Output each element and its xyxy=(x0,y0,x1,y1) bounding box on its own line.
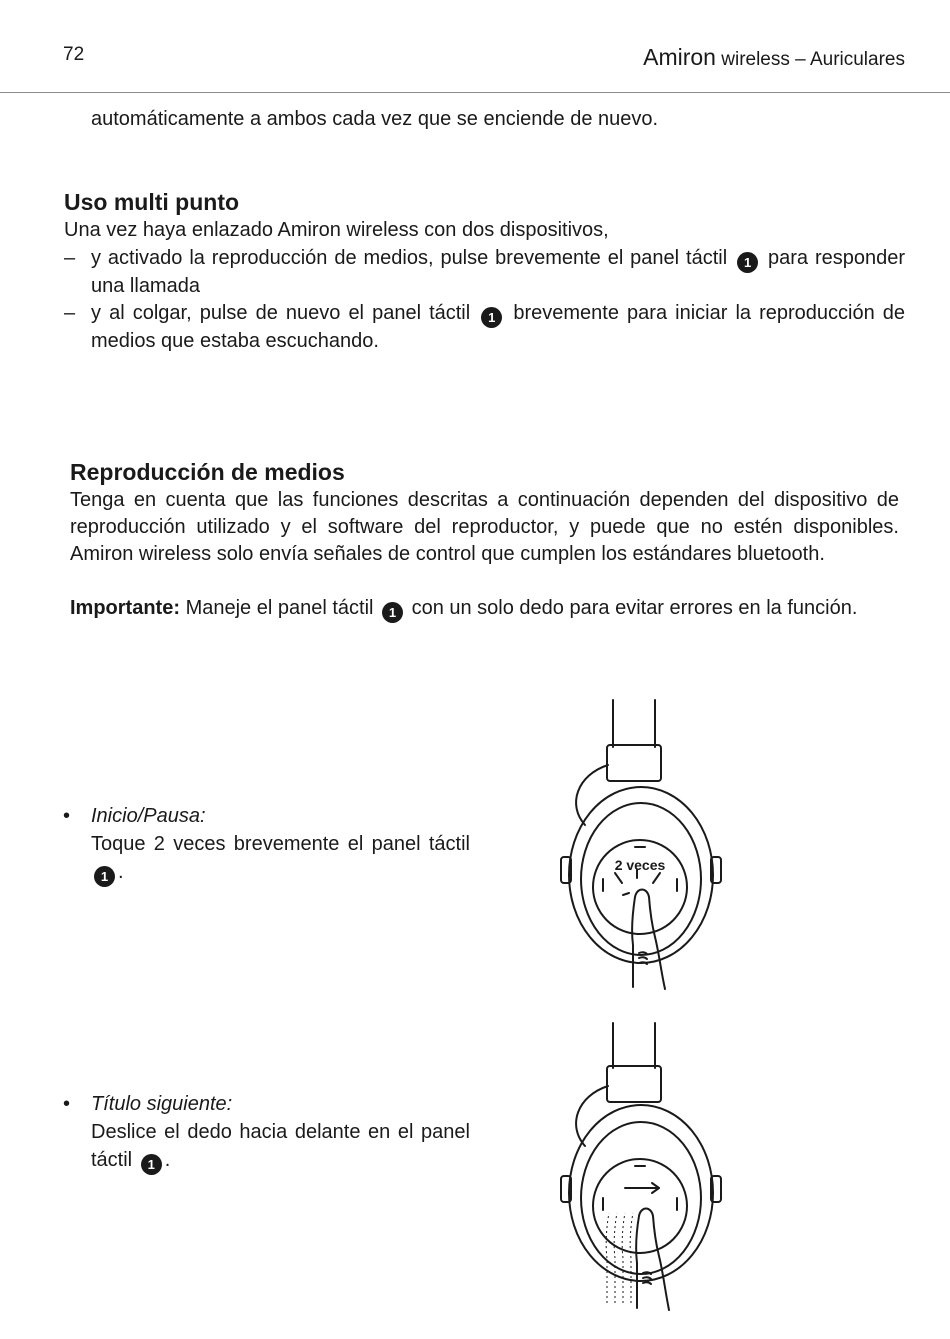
illustration-label: 2 veces xyxy=(614,857,666,873)
dash-marker: – xyxy=(64,302,76,324)
control-title: Título siguiente: xyxy=(91,1093,233,1115)
header-rule xyxy=(0,92,950,93)
important-note xyxy=(70,595,910,623)
important-text-after: con un solo dedo para evitar errores en la función. xyxy=(411,597,858,619)
multipoint-item-text-after: para responder una llamada xyxy=(91,247,906,297)
panel-badge: 1 xyxy=(737,252,758,273)
control-text xyxy=(91,830,470,887)
panel-badge: 1 xyxy=(481,307,502,328)
running-head-subtitle: wireless – Auriculares xyxy=(721,49,905,70)
headphone-tap-illustration xyxy=(555,695,735,995)
control-text xyxy=(91,1118,470,1175)
panel-badge: 1 xyxy=(141,1154,162,1175)
important-label: Importante: xyxy=(70,597,180,619)
multipoint-item-text-after: brevemente para iniciar la reproducción de medios que estaba escuchando. xyxy=(91,302,906,352)
multipoint-heading: Uso multi punto xyxy=(64,189,240,215)
multipoint-item-text-before: y activado la reproducción de medios, pulse brevemente el panel táctil xyxy=(91,247,728,269)
headphone-swipe-illustration xyxy=(555,1018,735,1318)
control-title: Inicio/Pausa: xyxy=(91,805,206,827)
control-text-before: Toque 2 veces brevemente el panel táctil xyxy=(91,833,470,855)
panel-badge: 1 xyxy=(382,602,403,623)
panel-badge: 1 xyxy=(94,866,115,887)
control-text-after: . xyxy=(164,1149,171,1171)
control-text-before: Deslice el dedo hacia delante en el panel táctil xyxy=(91,1121,470,1171)
media-paragraph: Tenga en cuenta que las funciones descritas a continuación dependen del dispositivo de reproducción utilizado y el software del reproductor, y puede que no estén disponibles. Amiron wireless solo envía señales de control que cumplen los estándares bluetooth. xyxy=(70,489,899,565)
running-head xyxy=(643,44,905,71)
bullet-marker: • xyxy=(63,1093,71,1115)
running-head-brand: Amiron xyxy=(643,44,716,70)
multipoint-item-text xyxy=(91,300,905,355)
important-text-before: Maneje el panel táctil xyxy=(185,597,374,619)
control-body xyxy=(91,802,470,887)
bullet-marker: • xyxy=(63,805,71,827)
multipoint-item-text-before: y al colgar, pulse de nuevo el panel táctil xyxy=(91,302,471,324)
multipoint-lead: Una vez haya enlazado Amiron wireless con dos dispositivos, xyxy=(64,219,609,241)
dash-marker: – xyxy=(64,247,76,269)
control-body xyxy=(91,1090,470,1175)
intro-line: automáticamente a ambos cada vez que se enciende de nuevo. xyxy=(91,108,659,130)
control-text-after: . xyxy=(118,861,124,883)
page-number: 72 xyxy=(63,44,85,65)
media-heading: Reproducción de medios xyxy=(70,459,345,485)
multipoint-item-text xyxy=(91,245,905,300)
